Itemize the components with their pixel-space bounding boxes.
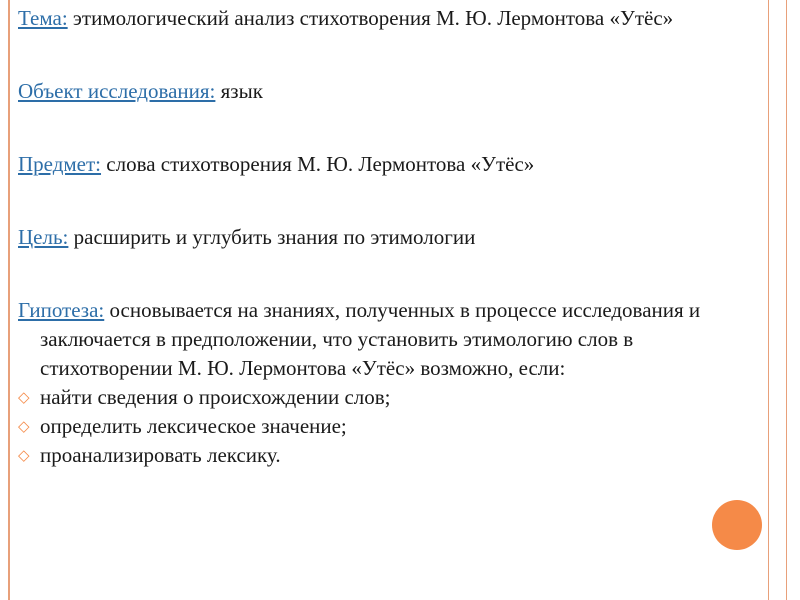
- hypothesis-label: Гипотеза:: [18, 298, 105, 322]
- hypothesis-text: основывается на знаниях, полученных в процессе исследования и заключается в предположении, что установить этимологию слов в стихотворении М. Ю. Лермонтова «Утёс» возможно, если:: [40, 298, 701, 380]
- right-border-line-outer: [786, 0, 787, 600]
- left-border-line: [8, 0, 10, 600]
- topic-label: Тема:: [18, 6, 68, 30]
- object-label: Объект исследования:: [18, 79, 216, 103]
- hollow-diamond-bullet-icon: ◇: [18, 446, 30, 464]
- hypothesis-paragraph: [18, 296, 718, 383]
- bullet-text: определить лексическое значение;: [40, 414, 347, 438]
- decorative-orange-circle: [712, 500, 762, 550]
- subject-label: Предмет:: [18, 152, 102, 176]
- list-item: [18, 441, 718, 470]
- goal-label: Цель:: [18, 225, 69, 249]
- subject-text: слова стихотворения М. Ю. Лермонтова «Утёс»: [101, 152, 535, 176]
- slide-content: [18, 4, 718, 470]
- goal-text: расширить и углубить знания по этимологии: [68, 225, 476, 249]
- list-item: [18, 383, 718, 412]
- bullet-text: найти сведения о происхождении слов;: [40, 385, 391, 409]
- object-text: язык: [215, 79, 263, 103]
- object-paragraph: [18, 77, 718, 106]
- subject-paragraph: [18, 150, 718, 179]
- goal-paragraph: [18, 223, 718, 252]
- topic-paragraph: [18, 4, 718, 33]
- topic-text: этимологический анализ стихотворения М. Ю. Лермонтова «Утёс»: [67, 6, 674, 30]
- right-border-line-inner: [768, 0, 769, 600]
- bullet-text: проанализировать лексику.: [40, 443, 281, 467]
- list-item: [18, 412, 718, 441]
- hollow-diamond-bullet-icon: ◇: [18, 388, 30, 406]
- hollow-diamond-bullet-icon: ◇: [18, 417, 30, 435]
